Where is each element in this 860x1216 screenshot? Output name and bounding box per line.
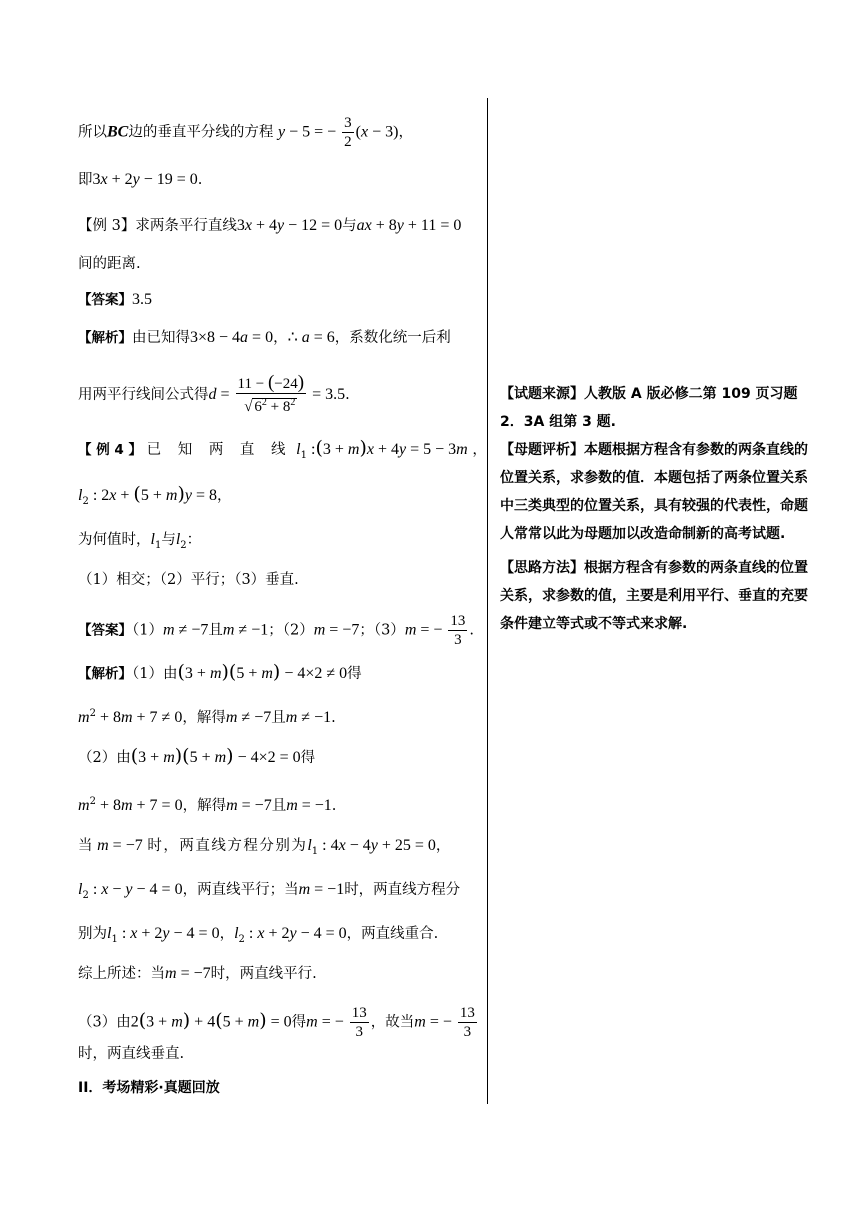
note-label: 【试题来源】: [500, 386, 584, 402]
column-divider: [487, 98, 488, 1104]
fraction: $\frac{3}{2}$: [344, 115, 352, 150]
solution-4-line-1: 【解析】（1）由(3 + m)(5 + m) − 4×2 ≠ 0得: [78, 661, 362, 683]
right-notes: [500, 380, 820, 638]
text-fragment: 时，两直线方程分别为: [147, 838, 308, 854]
solution-4-line-4: $m^2 + 8m + 7 = 0$，解得m = −7且m = −1.: [78, 796, 337, 814]
text-fragment: （1）由: [132, 666, 178, 682]
solution-4-line-10: 时，两直线垂直.: [78, 1046, 185, 1062]
method-note: [500, 554, 820, 638]
text-fragment: ，两直线重合.: [346, 926, 439, 942]
example-label: 【例 3】: [78, 218, 136, 234]
question-line: 为何值时，$l_1$与$l_2$：: [78, 531, 202, 551]
solution-4-line-5: 当 m = −7 时，两直线方程分别为$l_1$ : 4x − 4y + 25 = 0，: [78, 837, 451, 857]
answer-value: 3.5: [132, 291, 152, 308]
example-3-line: 【例 3】求两条平行直线3x + 4y − 12 = 0与ax + 8y + 11 = 0: [78, 217, 462, 234]
text-fragment: 由已知得: [132, 330, 190, 346]
section-heading: II．考场精彩·真题回放: [78, 1080, 220, 1096]
text-fragment: 别为: [78, 926, 107, 942]
text-fragment: 求两条平行直线: [135, 218, 237, 234]
evaluation-note: [500, 436, 820, 548]
solution-3-line-1: 【解析】由已知得3×8 − 4a = 0，∴ a = 6，系数化统一后利: [78, 329, 451, 346]
text-fragment: 所以: [78, 124, 107, 141]
text-fragment: 得: [291, 1014, 307, 1031]
solution-4-line-2: $m^2 + 8m + 7 \ne 0$，解得m ≠ −7且m ≠ −1.: [78, 708, 336, 726]
text-fragment: 时，两直线平行.: [210, 966, 317, 982]
text-fragment: ，解得: [182, 797, 227, 814]
example-label: 【 例 4 】: [78, 442, 142, 458]
text-fragment: 且: [208, 622, 223, 639]
text-fragment: 时，两直线方程分: [344, 882, 461, 898]
text-fragment: （1）: [132, 622, 163, 639]
text-fragment: （2）由: [78, 750, 131, 766]
solution-3-line-2: 用两平行线间公式得d = $\frac{11 - (-24)}{√ 6^2 + 8^2}$ = 3.5.: [78, 372, 350, 415]
text-fragment: 为何值时，: [78, 532, 151, 548]
solution-4-line-6: $l_2$ : x − y − 4 = 0，两直线平行；当m = −1时，两直线方程分: [78, 881, 461, 901]
answer-3: [78, 290, 152, 310]
text-fragment: 与: [342, 218, 357, 234]
note-text: 人教版 A 版必修二第 109 页习题 2．3A 组第 3 题.: [500, 386, 798, 430]
note-label: 【思路方法】: [500, 560, 584, 576]
text-line-2: 即3x + 2y − 19 = 0.: [78, 171, 203, 188]
solution-4-line-9: （3）由2(3 + m) + 4(5 + m) = 0得m = − $\frac{13}{3}$ ，故当m = − $\frac{13}{3}$: [78, 1005, 475, 1040]
text-fragment: ；（3）: [359, 622, 405, 639]
text-fragment: 即: [78, 172, 93, 188]
question-parts: （1）相交；（2）平行；（3）垂直.: [78, 572, 299, 588]
note-label: 【母题评析】: [500, 442, 584, 458]
text-fragment: 用两平行线间公式得: [78, 387, 209, 403]
text-fragment: 系数化统一后利: [349, 330, 451, 346]
text-fragment: 边的垂直平分线的方程: [128, 124, 274, 141]
text-line-1: 所以BC边的垂直平分线的方程 y − 5 = − $\frac{3}{2}$ (x − 3)，: [78, 115, 413, 150]
text-fragment: 得: [347, 666, 362, 682]
text-fragment: ，故当: [370, 1014, 415, 1031]
text-fragment: （3）由: [78, 1014, 131, 1031]
note-text: 根据方程含有参数的两条直线的位置关系，求参数的值，主要是利用平行、垂直的充要条件建立等式或不等式来求解.: [500, 560, 808, 632]
text-fragment: ；（2）: [268, 622, 314, 639]
text-fragment: ，解得: [182, 709, 226, 726]
text-fragment: ，两直线平行；当: [182, 882, 299, 898]
line-l2-def: $l_2$ : 2x + (5 + m)y = 8，: [78, 483, 232, 507]
text-fragment: 当: [78, 838, 93, 854]
note-text: 本题根据方程含有参数的两条直线的位置关系，求参数的值．本题包括了两条位置关系中三类典型的位置关系，具有较强的代表性，命题人常常以此为母题加以改造命制新的高考试题.: [500, 442, 808, 542]
text-fragment: 与: [161, 532, 176, 548]
answer-label: 【答案】: [78, 292, 132, 308]
text-fragment: 得: [300, 750, 316, 766]
example-4-line: 【 例 4 】 已 知 两 直 线 $l_1$ :(3 + m)x + 4y = 5 − 3m ，: [78, 437, 487, 461]
text-fragment: 综上所述：当: [78, 966, 165, 982]
source-note: [500, 380, 820, 436]
solution-4-line-8: 综上所述：当m = −7时，两直线平行.: [78, 965, 317, 982]
solution-4-line-7: 别为$l_1$ : x + 2y − 4 = 0，$l_2$ : x + 2y − 4 = 0，两直线重合.: [78, 925, 439, 945]
text-fragment: 已 知 两 直 线: [146, 442, 292, 458]
answer-4: 【答案】（1）m ≠ −7且m ≠ −1；（2）m = −7；（3）m = − $\frac{13}{3}$ .: [78, 613, 475, 648]
distance-fraction: $\frac{11 - (-24)}{√ 6^2 + 8^2}$: [237, 372, 305, 415]
solution-4-line-3: （2）由(3 + m)(5 + m) − 4×2 = 0得: [78, 745, 316, 767]
example-3-cont: 间的距离.: [78, 256, 141, 272]
